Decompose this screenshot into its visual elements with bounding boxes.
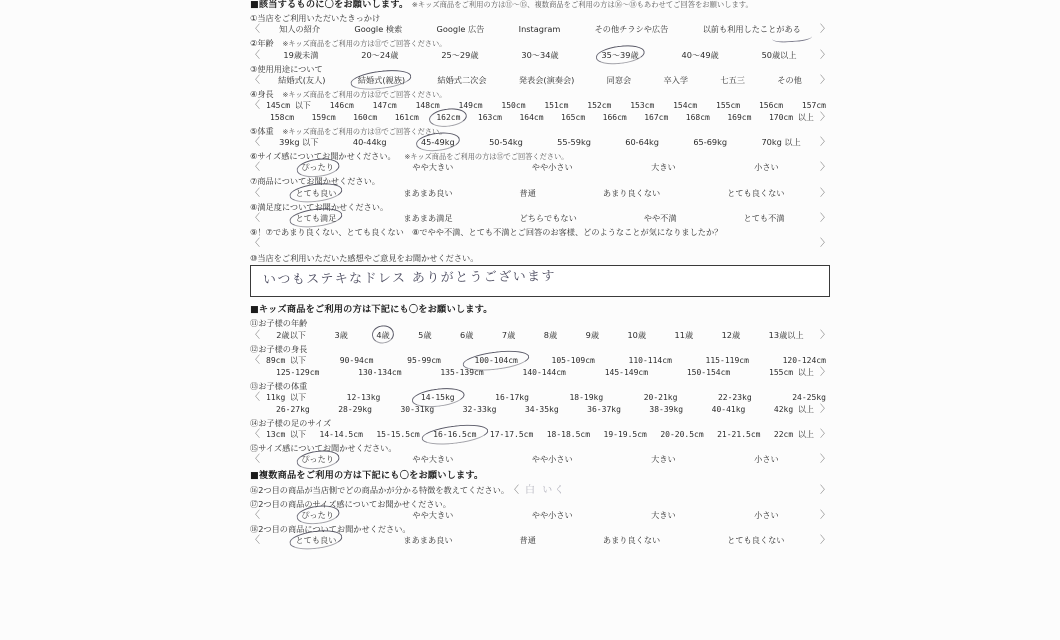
question-9-row[interactable] <box>250 239 830 249</box>
question-11-label: ⑪お子様の年齢 <box>250 318 308 329</box>
option[interactable]: 12-13kg <box>346 393 381 403</box>
option[interactable]: 13歳以上 <box>768 329 804 340</box>
option[interactable]: 17-17.5cm <box>489 430 534 440</box>
option[interactable]: どちらでもない <box>519 212 577 223</box>
option[interactable]: 152cm <box>587 101 612 111</box>
option[interactable]: 15-15.5cm <box>376 430 420 440</box>
option[interactable]: 166cm <box>602 113 627 123</box>
option[interactable]: やや小さい <box>531 509 573 520</box>
option[interactable]: まあまあ満足 <box>403 212 453 223</box>
option[interactable]: やや大きい <box>412 509 454 520</box>
survey-sheet <box>250 0 830 546</box>
question-4-note: ※キッズ商品をご利用の方は⑫でご回答ください。 <box>282 89 447 99</box>
option[interactable]: 165cm <box>561 113 586 123</box>
option[interactable]: 149cm <box>458 101 483 111</box>
question-13-options-row-2[interactable] <box>250 406 818 414</box>
option[interactable]: まあまあ良い <box>403 535 453 546</box>
option[interactable]: 2歳以下 <box>276 329 306 340</box>
option[interactable]: 135-139cm <box>440 367 484 377</box>
option-selected[interactable]: ぴったり <box>301 162 334 173</box>
option[interactable]: 32-33kg <box>462 405 497 415</box>
option[interactable]: Google 広告 <box>436 24 485 35</box>
bracket-left-icon: 〈 <box>250 137 260 149</box>
handwritten-comment: いつもステキなドレス ありがとうございます <box>262 269 556 289</box>
option[interactable]: 40-44kg <box>352 137 387 148</box>
option[interactable]: 同窓会 <box>606 74 632 85</box>
question-4-label <box>250 90 830 98</box>
option[interactable]: 50歳以上 <box>761 49 797 60</box>
question-4-row-1 <box>250 101 830 111</box>
option[interactable]: 結婚式(友人) <box>278 74 326 85</box>
bracket-left-icon: 〈 <box>250 535 260 547</box>
option[interactable]: 大きい <box>651 454 676 465</box>
question-4-options-row-1[interactable] <box>262 102 830 110</box>
bracket-left-icon: 〈 <box>250 162 260 174</box>
option[interactable]: 19歳未満 <box>283 49 319 60</box>
option[interactable]: やや大きい <box>412 162 454 173</box>
option[interactable]: 39kg 以下 <box>279 137 319 148</box>
option-selected[interactable]: 14-15kg <box>420 393 455 403</box>
option[interactable]: 結婚式二次会 <box>437 74 487 85</box>
option[interactable]: 8歳 <box>543 329 558 340</box>
question-2-row <box>250 51 830 61</box>
option[interactable]: やや不満 <box>643 212 677 223</box>
bracket-left-icon: 〈 <box>250 454 260 466</box>
question-15-options[interactable] <box>262 455 818 463</box>
option[interactable]: 169cm <box>727 113 752 123</box>
option[interactable]: 50-54kg <box>489 137 523 148</box>
option[interactable]: やや小さい <box>531 454 573 465</box>
option[interactable]: 14-14.5cm <box>319 430 363 440</box>
option[interactable]: 25〜29歳 <box>441 49 479 60</box>
option[interactable]: 145-149cm <box>604 367 649 377</box>
option[interactable]: とても不満 <box>743 212 785 223</box>
option[interactable]: 普通 <box>519 535 536 546</box>
option[interactable]: とても良くない <box>727 187 785 198</box>
option-selected[interactable]: とても良い <box>295 535 337 546</box>
bracket-left-icon: 〈 <box>250 212 260 224</box>
question-12-options-row-2[interactable] <box>250 369 818 377</box>
bracket-right-icon: 〉 <box>820 212 830 224</box>
option-selected[interactable]: とても満足 <box>295 212 337 223</box>
question-4-row-2 <box>250 113 830 123</box>
option[interactable]: 22cm 以上 <box>773 430 814 440</box>
option[interactable]: 155cm <box>716 101 741 111</box>
option[interactable]: 146cm <box>329 101 354 111</box>
option[interactable]: 13cm 以下 <box>266 430 307 440</box>
option[interactable]: とても良くない <box>727 535 785 546</box>
question-16-label: ⑯2つ目の商品が当店側でどの商品かが分かる特徴を教えてください。 <box>250 484 510 495</box>
option[interactable]: 普通 <box>519 187 536 198</box>
bracket-right-icon: 〉 <box>820 238 830 250</box>
bracket-left-icon: 〈 <box>250 49 260 61</box>
option[interactable]: 20-20.5cm <box>660 430 704 440</box>
option[interactable]: 155cm 以上 <box>769 367 814 377</box>
option[interactable]: 153cm <box>630 101 655 111</box>
option[interactable]: 125-129cm <box>276 367 320 377</box>
question-5-text: ⑤体重 <box>250 126 274 137</box>
option[interactable]: 160cm <box>353 113 378 123</box>
option[interactable]: 18-19kg <box>569 393 604 403</box>
option[interactable]: 36-37kg <box>587 405 621 415</box>
question-4-text: ④身長 <box>250 88 274 99</box>
bracket-right-icon: 〉 <box>820 429 830 441</box>
question-13-label: ⑬お子様の体重 <box>250 380 308 391</box>
section-heading-main-note: ※キッズ商品をご利用の方は⑪〜⑮、複数商品をご利用の方は⑯〜⑱もあわせてご回答をお願いします。 <box>411 0 753 9</box>
bracket-left-icon: 〈 <box>250 187 260 199</box>
bracket-right-icon: 〉 <box>820 49 830 61</box>
option[interactable]: 卒入学 <box>663 74 689 85</box>
bracket-right-icon: 〉 <box>820 74 830 86</box>
option-selected[interactable]: 16-16.5cm <box>433 430 477 440</box>
bracket-left-icon: 〈 <box>250 238 260 250</box>
option[interactable]: 7歳 <box>501 329 516 340</box>
option[interactable]: 9歳 <box>585 329 600 340</box>
option[interactable]: 110-114cm <box>628 355 672 365</box>
bracket-left-icon: 〈 <box>509 484 520 496</box>
question-6-row <box>250 163 830 173</box>
option[interactable]: 158cm <box>270 113 295 123</box>
option[interactable]: やや小さい <box>531 162 573 173</box>
option[interactable]: 159cm <box>311 113 336 123</box>
bracket-left-icon: 〈 <box>250 509 260 521</box>
question-10-label: ⑩当店をご利用いただいた感想やご意見をお聞かせください。 <box>250 253 479 264</box>
option[interactable]: 164cm <box>519 113 544 123</box>
option[interactable]: 170cm 以上 <box>768 113 814 123</box>
question-5-label <box>250 127 830 135</box>
question-16-row <box>250 486 830 496</box>
question-2-label <box>250 39 830 47</box>
option[interactable]: 小さい <box>754 509 779 520</box>
question-1-row <box>250 25 830 35</box>
option[interactable]: 168cm <box>685 113 710 123</box>
option[interactable]: やや大きい <box>412 454 454 465</box>
question-17-options[interactable] <box>262 511 818 519</box>
question-6-text: ⑥サイズ感についてお聞かせください。 <box>250 151 396 162</box>
bracket-left-icon: 〈 <box>250 100 260 112</box>
option-selected[interactable]: ぴったり <box>301 509 334 520</box>
option[interactable]: 145cm 以下 <box>266 101 311 111</box>
option[interactable]: 42kg 以上 <box>773 405 814 415</box>
option[interactable]: 151cm <box>544 101 569 111</box>
option[interactable]: 140-144cm <box>522 367 566 377</box>
question-3-row <box>250 76 830 86</box>
option[interactable]: 大きい <box>651 509 676 520</box>
option[interactable]: 89cm 以下 <box>266 355 307 365</box>
question-1-options[interactable] <box>262 25 818 33</box>
option[interactable]: まあまあ良い <box>403 187 453 198</box>
question-3-label: ③使用用途について <box>250 63 323 74</box>
option[interactable]: 38-39kg <box>649 405 684 415</box>
option[interactable]: 10歳 <box>627 329 647 340</box>
question-6-note: ※キッズ商品をご利用の方は⑮でご回答ください。 <box>404 152 569 162</box>
bracket-left-icon: 〈 <box>250 24 260 36</box>
option[interactable]: 小さい <box>754 454 779 465</box>
bracket-right-icon: 〉 <box>820 509 830 521</box>
option[interactable]: 40〜49歳 <box>681 49 719 60</box>
option[interactable]: 16-17kg <box>495 393 529 403</box>
bracket-right-icon: 〉 <box>820 454 830 466</box>
option[interactable]: 156cm <box>758 101 784 111</box>
question-8-label: ⑧満足度についてお聞かせください。 <box>250 201 389 212</box>
question-13-options-row-1[interactable] <box>262 394 830 402</box>
question-15-label: ⑮サイズ感についてお聞かせください。 <box>250 443 397 454</box>
option-selected[interactable]: 結婚式(親族) <box>357 74 406 85</box>
option[interactable]: 147cm <box>372 101 397 111</box>
option[interactable]: 150cm <box>501 101 526 111</box>
question-18-label: ⑱2つ目の商品についてお聞かせください。 <box>250 523 411 534</box>
section-heading-main <box>250 0 830 9</box>
question-10-comment-box[interactable] <box>250 265 830 297</box>
option[interactable]: 24-25kg <box>792 393 826 403</box>
bracket-right-icon: 〉 <box>820 24 830 36</box>
option-selected[interactable]: 100-104cm <box>474 355 518 365</box>
option[interactable]: 161cm <box>394 113 419 123</box>
question-6-label <box>250 152 830 160</box>
question-12-row-1 <box>250 356 830 366</box>
section-heading-multi: ■複数商品をご利用の方は下記にも〇をお願いします。 <box>250 470 484 482</box>
option[interactable]: あまり良くない <box>602 187 661 198</box>
option[interactable]: 大きい <box>651 162 676 173</box>
option[interactable]: 105-109cm <box>551 355 595 365</box>
option[interactable]: 以前も利用したことがある <box>702 24 801 35</box>
question-5-row <box>250 138 830 148</box>
question-14-options[interactable] <box>262 431 818 439</box>
option[interactable]: 120-124cm <box>782 355 826 365</box>
bracket-right-icon: 〉 <box>820 329 830 341</box>
option[interactable]: 40-41kg <box>711 405 746 415</box>
question-8-row <box>250 214 830 224</box>
option[interactable]: 小さい <box>754 162 779 173</box>
bracket-right-icon: 〉 <box>820 112 830 124</box>
option-selected[interactable]: 4歳 <box>376 329 390 340</box>
bracket-left-icon: 〈 <box>250 74 260 86</box>
bracket-left-icon: 〈 <box>250 329 260 341</box>
option[interactable]: 26-27kg <box>276 405 310 415</box>
option-selected[interactable]: とても良い <box>295 187 337 198</box>
question-16-answer[interactable]: 白 いく <box>525 484 567 496</box>
question-2-text: ②年齢 <box>250 38 274 49</box>
option[interactable]: 90-94cm <box>339 355 374 365</box>
option[interactable]: 154cm <box>673 101 698 111</box>
question-3-options[interactable] <box>262 76 818 84</box>
question-4-options-row-2[interactable] <box>250 114 818 122</box>
option-selected[interactable]: 45-49kg <box>420 137 455 148</box>
option[interactable]: 11kg 以下 <box>266 393 307 403</box>
question-5-options[interactable] <box>262 138 818 146</box>
option[interactable]: 22-23kg <box>717 393 752 403</box>
option[interactable]: Google 検索 <box>354 24 403 35</box>
option[interactable]: 65-69kg <box>693 137 728 148</box>
question-1-label: ①当店をご利用いただいたきっかけ <box>250 13 381 24</box>
question-11-options[interactable] <box>262 331 818 339</box>
question-7-label: ⑦商品についてお聞かせください。 <box>250 176 380 187</box>
option[interactable]: 20-21kg <box>643 393 678 403</box>
question-14-label: ⑭お子様の足のサイズ <box>250 418 332 429</box>
question-2-note: ※キッズ商品をご利用の方は⑪でご回答ください。 <box>282 39 447 49</box>
option[interactable]: 150-154cm <box>686 367 731 377</box>
question-6-options[interactable] <box>262 163 818 171</box>
option-selected[interactable]: 35〜39歳 <box>601 49 639 60</box>
option[interactable]: 30-31kg <box>400 405 435 415</box>
option[interactable]: 3歳 <box>334 329 348 340</box>
option[interactable]: 知人の紹介 <box>279 24 321 35</box>
question-18-options[interactable] <box>262 536 818 544</box>
section-heading-kids: ■キッズ商品をご利用の方は下記にも〇をお願いします。 <box>250 304 493 316</box>
question-7-row <box>250 189 830 199</box>
question-7-options[interactable] <box>262 189 818 197</box>
option-selected[interactable]: 162cm <box>436 113 461 123</box>
question-12-row-2 <box>250 368 830 378</box>
option-selected[interactable]: ぴったり <box>301 454 334 465</box>
option[interactable]: Instagram <box>518 24 561 35</box>
option[interactable]: 163cm <box>477 113 502 123</box>
question-13-row-2 <box>250 405 830 415</box>
bracket-left-icon: 〈 <box>250 429 260 441</box>
option[interactable]: 28-29kg <box>338 405 372 415</box>
bracket-right-icon: 〉 <box>820 484 830 496</box>
question-13-row-1 <box>250 393 830 403</box>
bracket-right-icon: 〉 <box>820 162 830 174</box>
question-18-row <box>250 536 830 546</box>
option[interactable]: その他 <box>777 74 802 85</box>
option[interactable]: その他チラシや広告 <box>594 24 669 35</box>
option[interactable]: 発表会(演奏会) <box>518 74 575 85</box>
option[interactable]: 115-119cm <box>705 355 749 365</box>
option[interactable]: 七五三 <box>720 74 745 85</box>
option[interactable]: 157cm <box>801 101 826 111</box>
option[interactable]: 34-35kg <box>524 405 559 415</box>
option[interactable]: 167cm <box>644 113 669 123</box>
bracket-right-icon: 〉 <box>820 535 830 547</box>
option[interactable]: あまり良くない <box>602 535 661 546</box>
option[interactable]: 30〜34歳 <box>521 49 559 60</box>
question-2-options[interactable] <box>262 51 818 59</box>
question-11-row <box>250 331 830 341</box>
option[interactable]: 20〜24歳 <box>361 49 399 60</box>
option[interactable]: 6歳 <box>460 329 474 340</box>
question-17-row <box>250 511 830 521</box>
question-9-label: ⑨！⑦であまり良くない、とても良くない ⑧でやや不満、とても不満とご回答のお客様、どのようなことが気になりましたか？ <box>250 226 723 237</box>
question-14-row <box>250 430 830 440</box>
option[interactable]: 148cm <box>415 101 440 111</box>
bracket-right-icon: 〉 <box>820 404 830 416</box>
option[interactable]: 5歳 <box>418 329 432 340</box>
question-17-label: ⑰2つ目の商品のサイズ感についてお聞かせください。 <box>250 498 451 509</box>
bracket-left-icon: 〈 <box>250 354 260 366</box>
option[interactable]: 12歳 <box>721 329 741 340</box>
option[interactable]: 11歳 <box>674 329 694 340</box>
bracket-right-icon: 〉 <box>820 137 830 149</box>
question-15-row <box>250 455 830 465</box>
bracket-left-icon: 〈 <box>250 392 260 404</box>
option[interactable]: 130-134cm <box>358 367 402 377</box>
section-heading-main-text: ■該当するものに〇をお願いします。 <box>250 0 409 10</box>
option[interactable]: 18-18.5cm <box>546 430 591 440</box>
option[interactable]: 60-64kg <box>625 137 659 148</box>
option[interactable]: 55-59kg <box>557 137 591 148</box>
option[interactable]: 21-21.5cm <box>717 430 761 440</box>
option[interactable]: 70kg 以上 <box>761 137 801 148</box>
option[interactable]: 95-99cm <box>407 355 441 365</box>
bracket-right-icon: 〉 <box>820 366 830 378</box>
question-12-options-row-1[interactable] <box>262 357 830 365</box>
bracket-right-icon: 〉 <box>820 187 830 199</box>
question-5-note: ※キッズ商品をご利用の方は⑬でご回答ください。 <box>282 127 447 137</box>
option[interactable]: 19-19.5cm <box>603 430 647 440</box>
question-12-label: ⑫お子様の身長 <box>250 343 308 354</box>
question-8-options[interactable] <box>262 214 818 222</box>
